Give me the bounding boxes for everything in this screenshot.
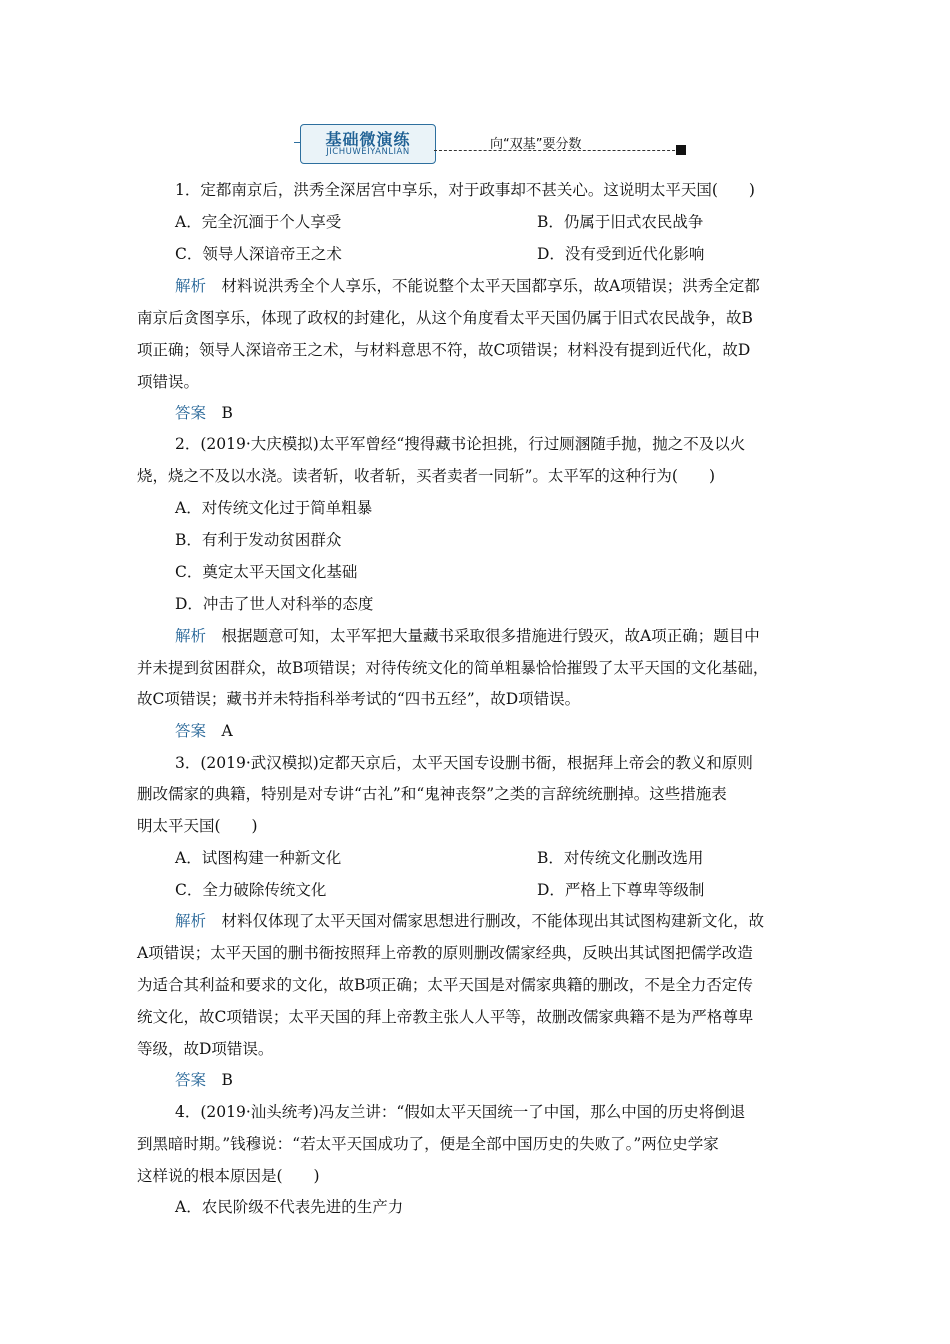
- q3-option-b: B．对传统文化删改选用: [537, 849, 704, 867]
- q3-answer-line: [175, 1070, 233, 1090]
- banner-subtitle: JICHUWEIYANLIAN: [326, 147, 410, 157]
- q3-analysis-line: 统文化，故C项错误；太平天国的拜上帝教主张人人平等，故删改儒家典籍不是为严格尊卑: [137, 1008, 754, 1026]
- q3-analysis-line: A项错误；太平天国的删书衙按照拜上帝教的原则删改儒家经典，反映出其试图把儒学改造: [137, 944, 753, 962]
- q3-stem: 删改儒家的典籍，特别是对专讲“古礼”和“鬼神丧祭”之类的言辞统统删掉。这些措施表: [137, 785, 727, 803]
- q2-option-b: B．有利于发动贫困群众: [175, 531, 342, 549]
- q2-analysis-line: 故C项错误；藏书并未特指科举考试的“四书五经”，故D项错误。: [137, 690, 581, 708]
- q1-answer-line: [175, 403, 233, 423]
- q1-analysis-line: 项正确；领导人深谙帝王之术，与材料意思不符，故C项错误；材料没有提到近代化，故D: [137, 341, 751, 359]
- q1-analysis-line: 项错误。: [137, 373, 200, 391]
- q1-analysis-text: 材料说洪秀全个人享乐，不能说整个太平天国都享乐，故A项错误；洪秀全定都: [221, 277, 760, 295]
- answer-label: 答案: [175, 1071, 207, 1089]
- q1-option-b: B．仍属于旧式农民战争: [537, 213, 704, 231]
- banner-dashed-rule: [434, 150, 680, 151]
- q1-analysis-line: [175, 276, 760, 296]
- q2-analysis-text: 根据题意可知，太平军把大量藏书采取很多措施进行毁灭，故A项正确；题目中: [221, 627, 760, 645]
- q3-option-d: D．严格上下尊卑等级制: [537, 881, 705, 899]
- q4-stem: 这样说的根本原因是( ): [137, 1167, 320, 1185]
- q1-option-a: A．完全沉湎于个人享受: [175, 213, 342, 231]
- q3-stem: 3．(2019·武汉模拟)定都天京后，太平天国专设删书衙，根据拜上帝会的教义和原则: [175, 754, 753, 772]
- banner-title: 基础微演练: [325, 130, 411, 149]
- q3-analysis-line: 等级，故D项错误。: [137, 1040, 274, 1058]
- q1-answer: B: [221, 404, 233, 422]
- q2-option-c: C．奠定太平天国文化基础: [175, 563, 358, 581]
- q3-analysis-text: 材料仅体现了太平天国对儒家思想进行删改，不能体现出其试图构建新文化，故: [221, 912, 765, 930]
- section-banner: [300, 124, 690, 166]
- q1-option-d: D．没有受到近代化影响: [537, 245, 705, 263]
- q2-answer-line: [175, 721, 233, 741]
- q3-answer: B: [221, 1071, 233, 1089]
- banner-end-square: [676, 145, 686, 155]
- analysis-label: 解析: [175, 912, 207, 930]
- q3-option-a: A．试图构建一种新文化: [175, 849, 342, 867]
- q1-option-c: C．领导人深谙帝王之术: [175, 245, 342, 263]
- q4-option-a: A．农民阶级不代表先进的生产力: [175, 1198, 404, 1216]
- analysis-label: 解析: [175, 277, 207, 295]
- q2-option-d: D．冲击了世人对科举的态度: [175, 595, 374, 613]
- banner-badge: [300, 124, 436, 164]
- q1-stem: 1．定都南京后，洪秀全深居宫中享乐，对于政事却不甚关心。这说明太平天国( ): [175, 181, 755, 199]
- answer-label: 答案: [175, 404, 207, 422]
- q2-stem: 烧，烧之不及以水浇。读者斩，收者斩，买者卖者一同斩”。太平军的这种行为( ): [137, 467, 716, 485]
- q3-stem: 明太平天国( ): [137, 817, 258, 835]
- q2-answer: A: [221, 722, 233, 740]
- answer-label: 答案: [175, 722, 207, 740]
- q2-option-a: A．对传统文化过于简单粗暴: [175, 499, 373, 517]
- analysis-label: 解析: [175, 627, 207, 645]
- q3-analysis-line: [175, 911, 764, 931]
- q3-option-c: C．全力破除传统文化: [175, 881, 327, 899]
- q4-stem: 4．(2019·汕头统考)冯友兰讲：“假如太平天国统一了中国，那么中国的历史将倒退: [175, 1103, 746, 1121]
- banner-slogan: 向“双基”要分数: [490, 137, 582, 152]
- q4-stem: 到黑暗时期。”钱穆说：“若太平天国成功了，便是全部中国历史的失败了。”两位史学家: [137, 1135, 719, 1153]
- q1-analysis-line: 南京后贪图享乐，体现了政权的封建化，从这个角度看太平天国仍属于旧式农民战争，故B: [137, 309, 753, 327]
- q2-stem: 2．(2019·大庆模拟)太平军曾经“搜得藏书论担挑，行过厕溷随手抛，抛之不及以火: [175, 435, 746, 453]
- q3-analysis-line: 为适合其利益和要求的文化，故B项正确；太平天国是对儒家典籍的删改，不是全力否定传: [137, 976, 753, 994]
- q2-analysis-line: 并未提到贫困群众，故B项错误；对待传统文化的简单粗暴恰恰摧毁了太平天国的文化基础，: [137, 659, 769, 677]
- q2-analysis-line: [175, 626, 760, 646]
